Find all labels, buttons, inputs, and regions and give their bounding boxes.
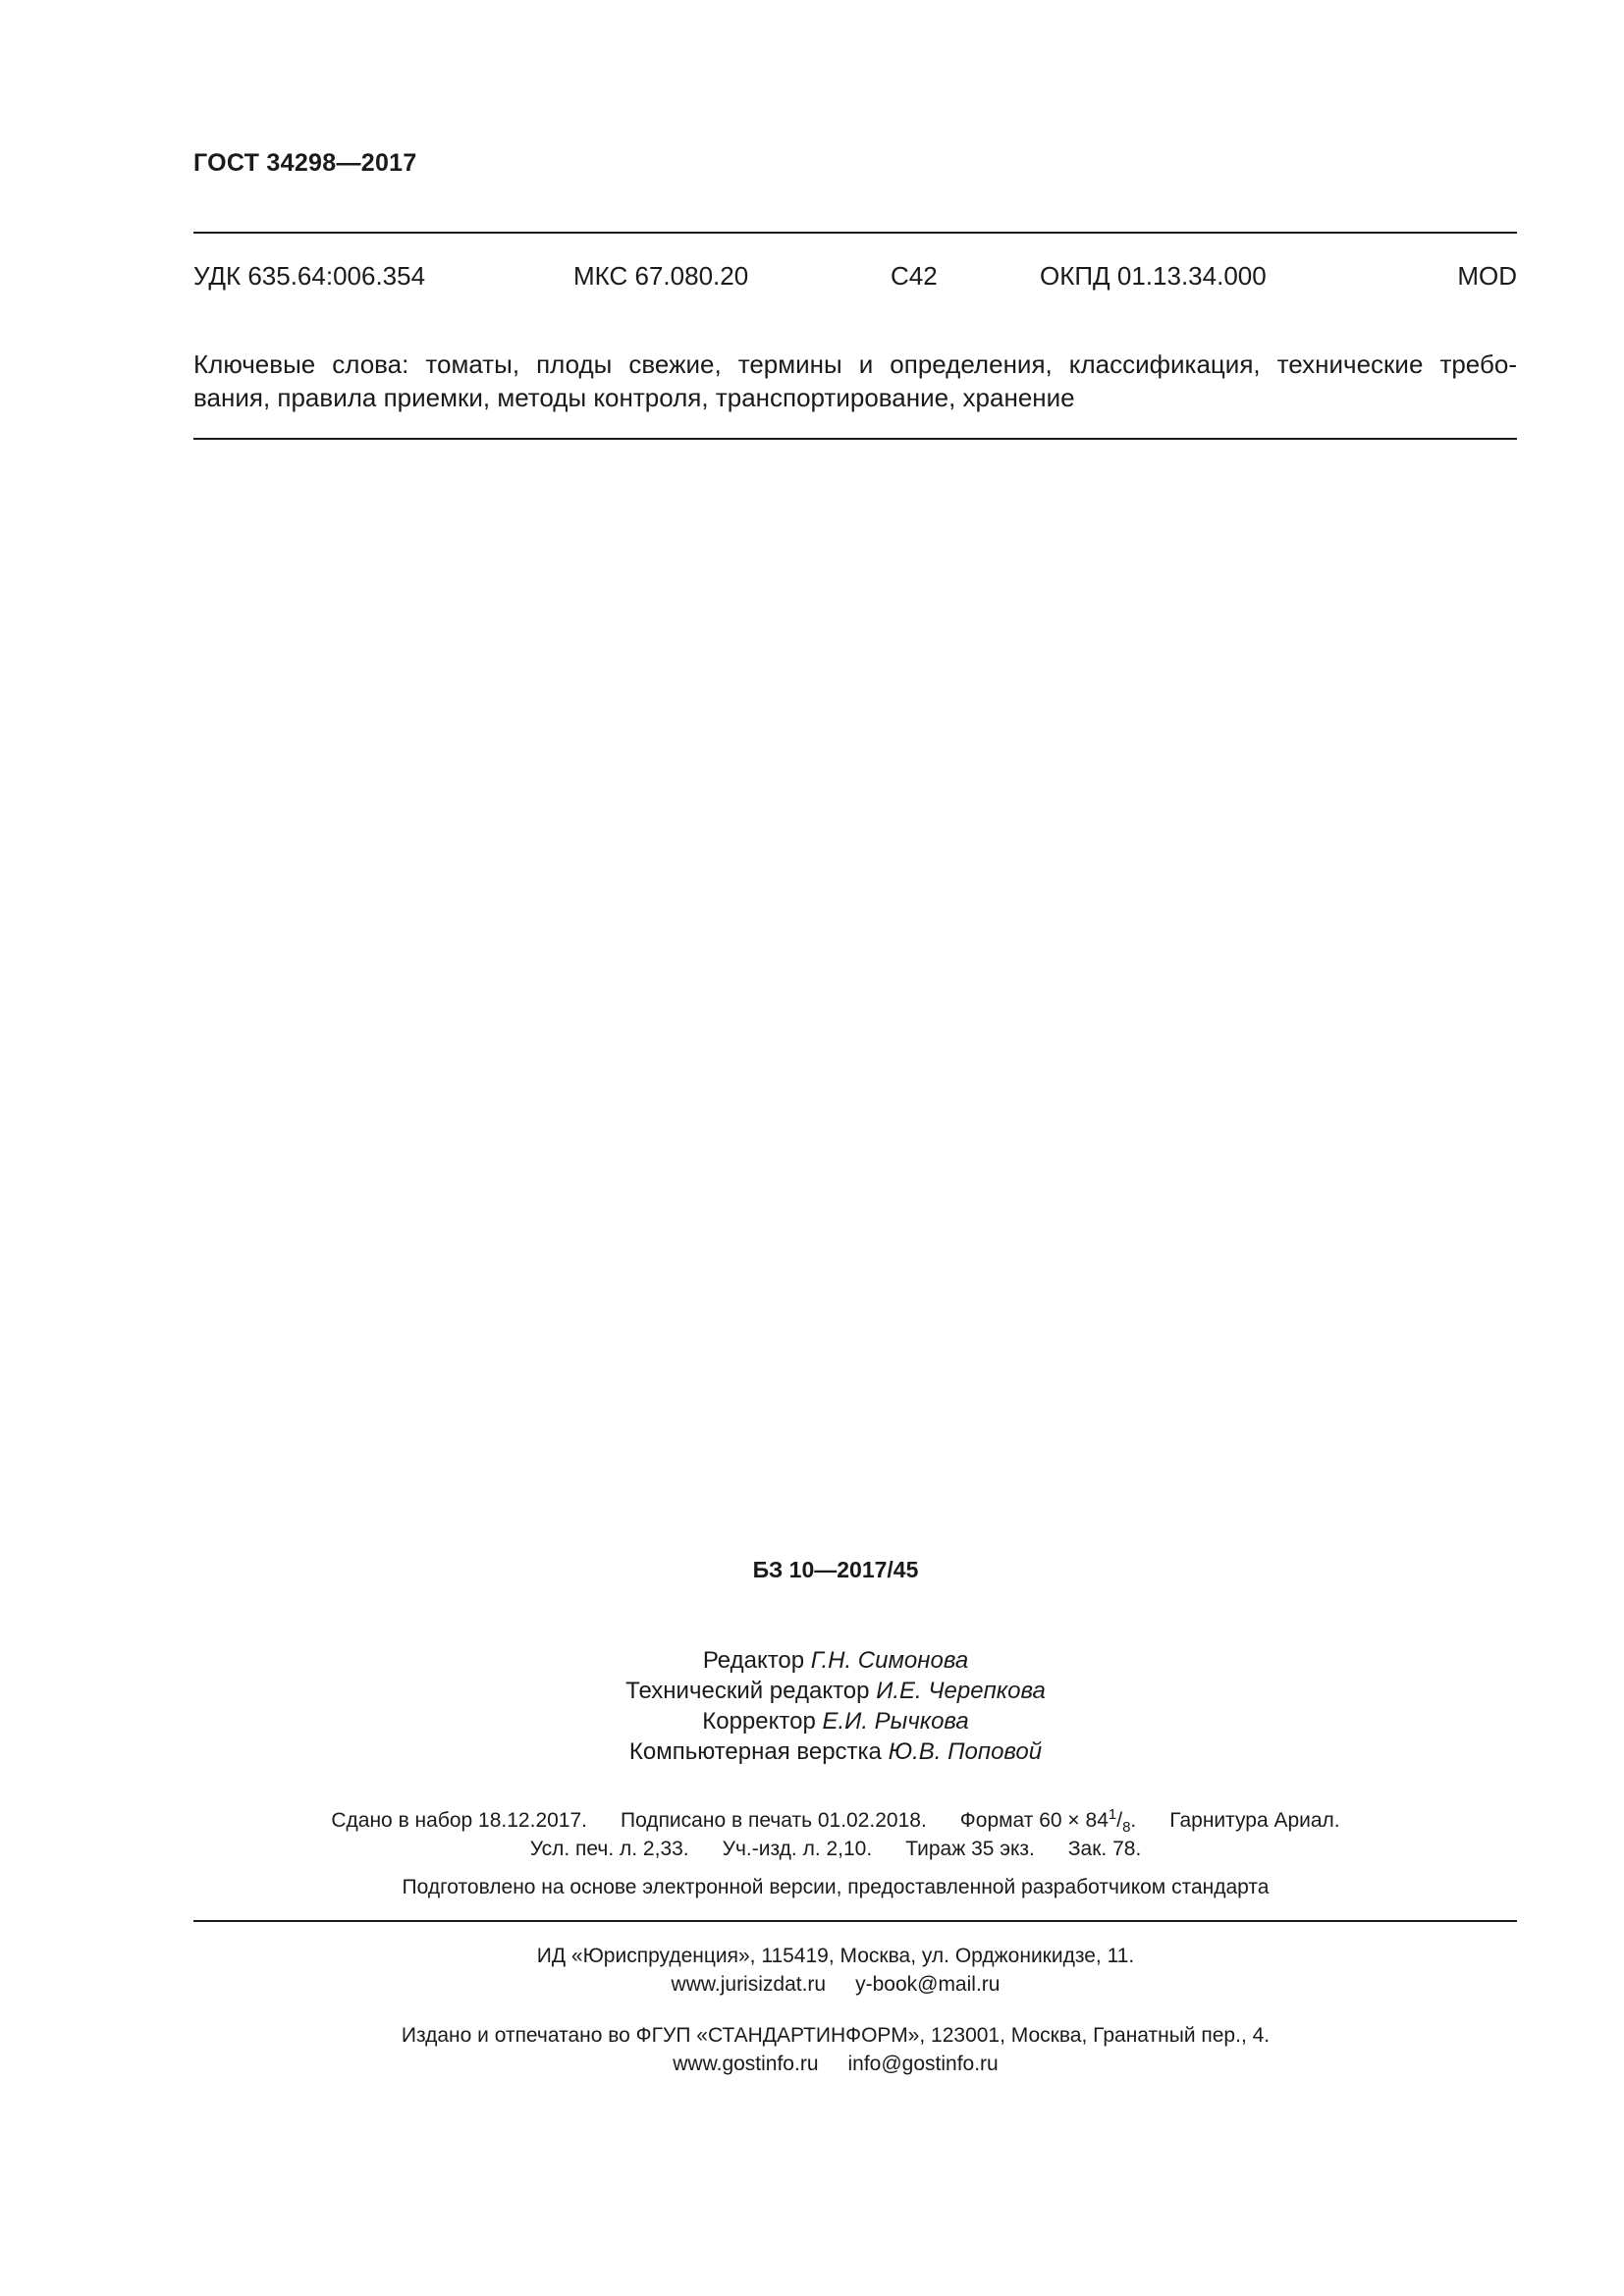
publisher-contacts [47,1970,1624,1999]
publisher-website-link[interactable]: www.gostinfo.ru [673,2053,819,2075]
category-code: С42 [891,261,938,291]
top-divider [193,232,1517,234]
publisher-standartinform [0,2021,1624,2078]
udk-code: УДК 635.64:006.354 [193,261,426,291]
classification-row [193,261,1517,294]
print-sheets: Усл. печ. л. 2,33. [529,1838,689,1860]
imprint-row-1 [47,1806,1624,1835]
keywords-line-1: Ключевые слова: томаты, плоды свежие, термины и определения, классификация, технические требо- [193,349,1517,379]
staff-credits [0,1645,1624,1767]
staff-row-layout [47,1736,1624,1767]
imprint-block [0,1806,1624,1863]
publisher-email-link[interactable]: y-book@mail.ru [855,1973,1001,1996]
publisher-email-link[interactable]: info@gostinfo.ru [847,2053,999,2075]
submitted-date: Сдано в набор 18.12.2017. [331,1809,587,1832]
bz-number: БЗ 10—2017/45 [752,1557,919,1582]
circulation: Тираж 35 экз. [905,1838,1035,1860]
publisher-divider [193,1920,1517,1922]
typeface-info: Гарнитура Ариал. [1169,1809,1340,1832]
publisher-contacts [47,2050,1624,2078]
keywords-divider [193,438,1517,440]
staff-row-editor [47,1645,1624,1676]
keywords-line-2: вания, правила приемки, методы контроля, транспортирование, хранение [193,383,1075,412]
imprint-row-2 [47,1835,1624,1863]
staff-name: И.Е. Черепкова [876,1678,1046,1704]
staff-name: Г.Н. Симонова [810,1647,969,1674]
document-header-title: ГОСТ 34298—2017 [193,149,417,177]
okpd-code: ОКПД 01.13.34.000 [1040,261,1267,291]
mod-label: MOD [1457,261,1517,291]
staff-name: Е.И. Рычкова [822,1708,969,1735]
publisher-address: Издано и отпечатано во ФГУП «СТАНДАРТИНФОРМ», 123001, Москва, Гранатный пер., 4. [401,2024,1271,2047]
staff-role: Технический редактор [625,1678,870,1704]
pub-sheets: Уч.-изд. л. 2,10. [722,1838,873,1860]
staff-name: Ю.В. Поповой [888,1738,1043,1765]
signed-date: Подписано в печать 01.02.2018. [621,1809,927,1832]
staff-role: Корректор [702,1708,816,1735]
staff-row-tech-editor [47,1676,1624,1706]
prepared-note: Подготовлено на основе электронной версии, предоставленной разработчиком стандарта [402,1876,1270,1898]
keywords-paragraph [193,347,1517,414]
staff-role: Редактор [702,1647,805,1674]
publisher-address: ИД «Юриспруденция», 115419, Москва, ул. Орджоникидзе, 11. [536,1945,1135,1967]
publisher-website-link[interactable]: www.jurisizdat.ru [671,1973,827,1996]
mks-code: МКС 67.080.20 [573,261,749,291]
format-info: Формат $60 \times 84^1/_8$. [959,1806,1137,1837]
publisher-jurisprudence [0,1942,1624,1999]
staff-role: Компьютерная верстка [628,1738,882,1765]
staff-row-proofreader [47,1706,1624,1736]
order-number: Зак. 78. [1067,1838,1142,1860]
